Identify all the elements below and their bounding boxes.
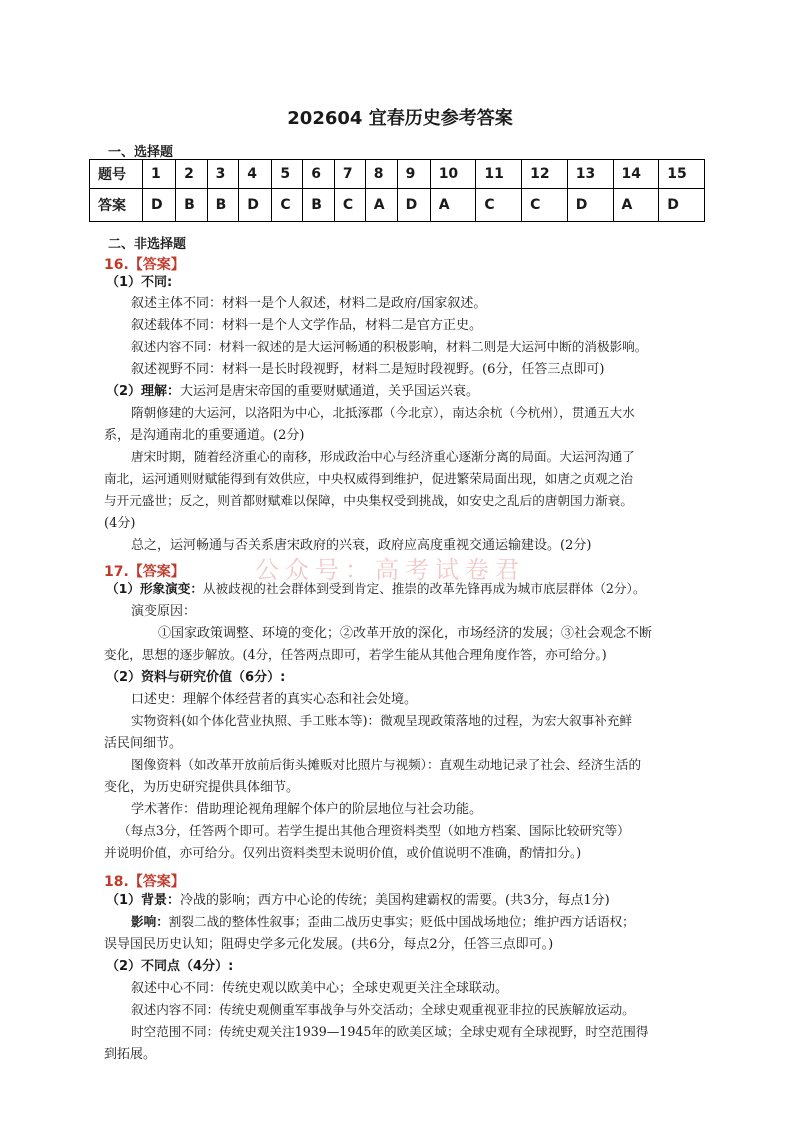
q16-line: 隋朝修建的大运河，以洛阳为中心，北抵涿郡（今北京），南达余杭（今杭州），贯通五大水: [131, 405, 635, 420]
q17-line: 图像资料（如改革开放前后街头摊贩对比照片与视频）：直观生动地记录了社会、经济生活的: [131, 757, 642, 772]
q18-effect-text: 割裂二战的整体性叙事；歪曲二战历史事实；贬低中国战场地位；维护西方话语权；: [168, 914, 635, 929]
page-title: 202604 宜春历史参考答案: [287, 108, 513, 129]
q16-line: 叙述载体不同：材料一是个人文学作品，材料二是官方正史。: [131, 318, 483, 333]
table-cell: 15: [659, 160, 705, 189]
answer-table: [89, 159, 705, 222]
q18-part1-text: 冷战的影响；西方中心论的传统；美国构建霸权的需要。(共3分，每点1分): [180, 893, 610, 908]
section-heading-open-questions: 二、非选择题: [108, 237, 187, 252]
table-cell: 14: [613, 160, 659, 189]
table-cell: 3: [207, 160, 239, 189]
q17-part1-label: （1）形象演变：: [106, 581, 203, 596]
table-cell: 12: [522, 160, 568, 189]
watermark: 公众号：高考试卷君: [255, 556, 525, 584]
q16-line: (4分): [104, 516, 136, 531]
q16-line: 与开元盛世；反之，则首都财赋难以保障，中央集权受到挑战，如安史之乱后的唐朝国力渐衰。: [104, 493, 633, 508]
table-cell: D: [143, 189, 176, 222]
q18-line: 到拓展。: [104, 1047, 157, 1062]
q17-line: 演变原因：: [131, 604, 197, 619]
q17-part1-text: 从被歧视的社会群体到受到肯定、推崇的改革先锋再成为城市底层群体（2分）。: [202, 581, 646, 596]
q16-line: 总之，运河畅通与否关系唐宋政府的兴衰，政府应高度重视交通运输建设。(2分): [131, 538, 592, 553]
table-cell: A: [613, 189, 659, 222]
table-cell: D: [397, 189, 430, 222]
q16-part1-label: （1）不同:: [106, 275, 173, 290]
table-cell: D: [659, 189, 705, 222]
q16-heading: 16.【答案】: [104, 257, 185, 273]
q18-line: 叙述中心不同：传统史观以欧美中心；全球史观更关注全球联动。: [131, 981, 509, 996]
q17-line: 活民间细节。: [104, 736, 183, 751]
table-cell: B: [207, 189, 239, 222]
table-cell: D: [239, 189, 272, 222]
q18-effect-label: 影响：: [131, 914, 169, 929]
table-cell: C: [476, 189, 522, 222]
q18-part2-label: （2）不同点（4分）:: [106, 959, 234, 974]
q18-part1-label: （1）背景：: [106, 893, 181, 908]
table-cell: C: [272, 189, 303, 222]
table-cell: 2: [176, 160, 208, 189]
table-cell: C: [334, 189, 365, 222]
q16-line: 系，是沟通南北的重要通道。(2分): [104, 428, 305, 443]
row-header-answer: 答案: [90, 189, 143, 222]
q17-line: 变化，思想的逐步解放。(4分，任答两点即可，若学生能从其他合理角度作答，亦可给分。): [104, 647, 607, 662]
table-cell: 1: [143, 160, 176, 189]
table-cell: 13: [567, 160, 613, 189]
q16-part2-label: （2）理解：: [106, 384, 181, 399]
table-cell: 5: [272, 160, 303, 189]
table-cell: 7: [334, 160, 365, 189]
q17-line: 并说明价值，亦可给分。仅列出资料类型未说明价值，或价值说明不准确，酌情扣分。): [104, 845, 582, 860]
table-row-answers: [90, 189, 705, 222]
q18-line: 时空范围不同：传统史观关注1939—1945年的欧美区域；全球史观有全球视野，时空范围得: [131, 1024, 649, 1039]
q17-heading: 17.【答案】: [104, 564, 185, 580]
q18-line: 叙述内容不同：传统史观侧重军事战争与外交活动；全球史观重视亚非拉的民族解放运动。: [131, 1002, 635, 1017]
table-cell: 4: [239, 160, 272, 189]
q16-line: 唐宋时期，随着经济重心的南移，形成政治中心与经济重心逐渐分离的局面。大运河沟通了: [131, 449, 635, 464]
q18-line: 误导国民历史认知；阻碍史学多元化发展。(共6分，每点2分，任答三点即可。): [104, 937, 554, 952]
table-cell: 9: [397, 160, 430, 189]
table-row-numbers: [90, 160, 705, 189]
section-heading-multiple-choice: 一、选择题: [108, 145, 174, 160]
q16-part2-text: 大运河是唐宋帝国的重要财赋通道，关乎国运兴衰。: [180, 384, 480, 399]
q17-line: （每点3分，任答两个即可。若学生提出其他合理资料类型（如地方档案、国际比较研究等）: [118, 823, 630, 838]
table-cell: B: [176, 189, 208, 222]
q16-line: 叙述主体不同：材料一是个人叙述，材料二是政府/国家叙述。: [131, 296, 487, 311]
table-cell: A: [430, 189, 476, 222]
q17-line: 实物资料(如个体化营业执照、手工账本等)：微观呈现政策落地的过程，为宏大叙事补充鲜: [131, 713, 632, 728]
table-cell: C: [522, 189, 568, 222]
q17-line: ①国家政策调整、环境的变化；②改革开放的深化，市场经济的发展；③社会观念不断: [158, 626, 653, 641]
table-cell: D: [567, 189, 613, 222]
q17-line: 口述史：理解个体经营者的真实心态和社会处境。: [131, 692, 418, 707]
row-header-number: 题号: [90, 160, 143, 189]
q16-line: 叙述内容不同：材料一叙述的是大运河畅通的积极影响，材料二则是大运河中断的消极影响。: [131, 339, 648, 354]
q16-line: 叙述视野不同：材料一是长时段视野，材料二是短时段视野。(6分，任答三点即可): [131, 362, 605, 377]
q17-line: 变化，为历史研究提供具体细节。: [104, 780, 300, 795]
table-cell: 11: [476, 160, 522, 189]
table-cell: 8: [365, 160, 397, 189]
table-cell: A: [365, 189, 397, 222]
q18-heading: 18.【答案】: [104, 874, 185, 890]
table-cell: B: [303, 189, 335, 222]
q17-line: 学术著作：借助理论视角理解个体户的阶层地位与社会功能。: [131, 802, 483, 817]
q16-line: 南北，运河通则财赋能得到有效供应，中央权威得到维护，促进繁荣局面出现，如唐之贞观之治: [104, 471, 633, 486]
table-cell: 6: [303, 160, 335, 189]
table-cell: 10: [430, 160, 476, 189]
q17-part2-label: （2）资料与研究价值（6分）:: [106, 670, 286, 685]
